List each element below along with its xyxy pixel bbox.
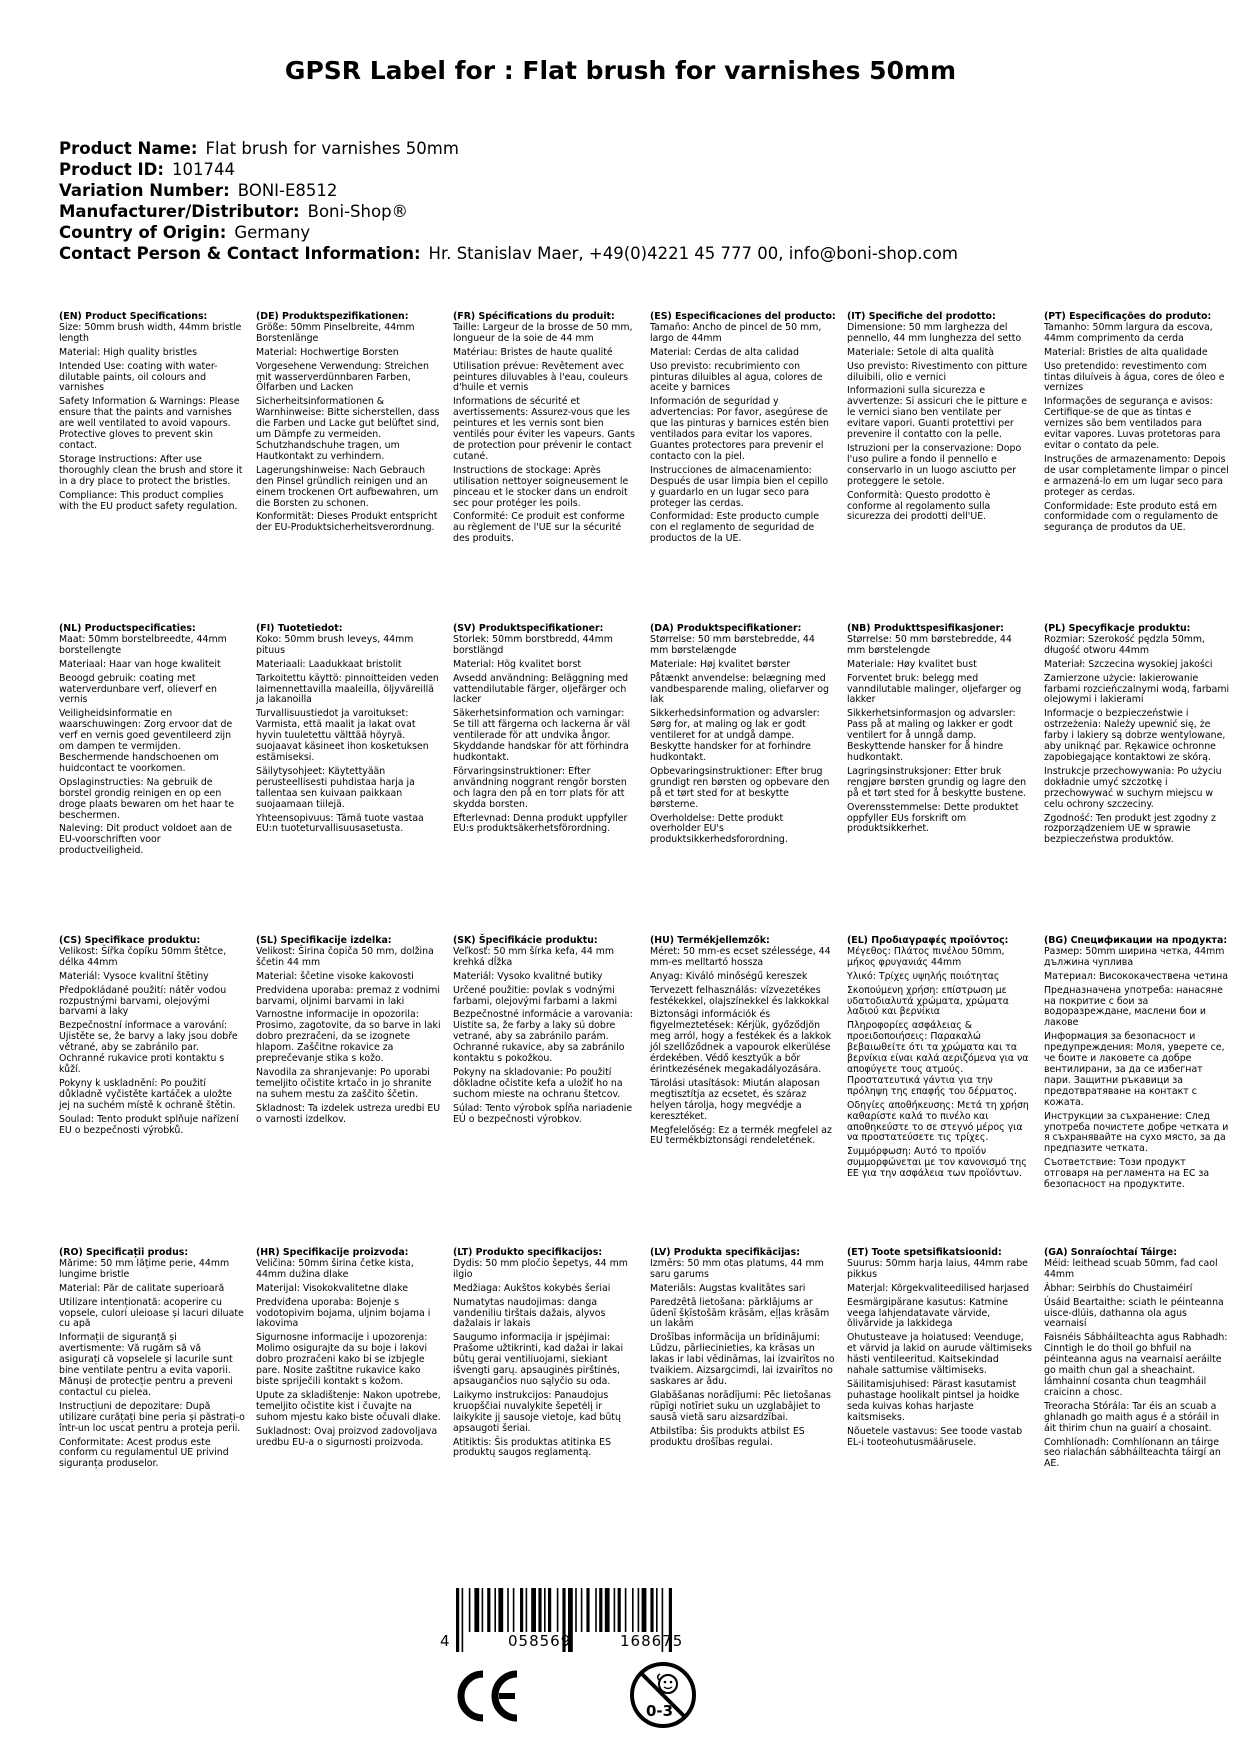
spec-paragraph: Treoracha Stórála: Tar éis an scuab a ghlanadh go maith agus é a stóráil in áit thirim chun na guairí a chosaint.: [1044, 1400, 1220, 1434]
spec-paragraph: Varnostne informacije in opozorila: Prosimo, zagotovite, da so barve in laki dobro prezračeni, da se izognete hlapom. Zaščitne rokavice za preprečevanje stika s kožo.: [256, 1009, 441, 1065]
info-row: [59, 243, 958, 264]
barcode-bar: [581, 1588, 583, 1632]
spec-paragraph: Taille: Largeur de la brosse de 50 mm, longueur de la soie de 44 mm: [453, 321, 633, 344]
spec-paragraph: Suurus: 50mm harja laius, 44mm rabe pikkus: [847, 1257, 1028, 1280]
barcode-bar: [456, 1588, 459, 1652]
barcode-bar: [605, 1588, 610, 1632]
barcode-bar: [618, 1588, 621, 1632]
info-row: [59, 222, 958, 243]
spec-paragraph: Μέγεθος: Πλάτος πινέλου 50mm, μήκος φρυγανιάς 44mm: [847, 945, 1005, 968]
spec-paragraph: Anyag: Kiváló minőségű kereszek: [650, 970, 808, 982]
spec-paragraph: Navodila za shranjevanje: Po uporabi temeljito očistite krtačo in jo shranite na suhem mestu za zaščito ščetin.: [256, 1066, 432, 1100]
barcode-bar: [575, 1588, 577, 1632]
spec-heading: (SL) Specifikacije izdelka:: [256, 935, 392, 946]
spec-block: [256, 312, 442, 537]
barcode-bar: [614, 1588, 616, 1632]
spec-paragraph: Opbevaringsinstruktioner: Efter brug grundigt ren børsten og opbevare den på et tørt sted for at beskytte børsterne.: [650, 765, 830, 810]
spec-heading: (NL) Productspecificaties:: [59, 623, 196, 634]
spec-block: [1044, 624, 1230, 849]
spec-paragraph: Velikost: Širina čopiča 50 mm, dolžina ščetin 44 mm: [256, 945, 434, 968]
spec-paragraph: Uso pretendido: revestimento com tintas diluíveis à água, cores de óleo e vernizes: [1044, 360, 1225, 394]
spec-paragraph: Velikost: Šířka čopíku 50mm štětce, délka 44mm: [59, 945, 227, 968]
spec-paragraph: Efterlevnad: Denna produkt uppfyller EU:s produktsäkerhetsförordning.: [453, 812, 628, 835]
spec-paragraph: Faisnéis Sábháilteachta agus Rabhadh: Cinntigh le do thoil go bhfuil na péinteanna agus na vearnaisí aeráilte go maith chun gal a sheachaint. lámhainní cosanta chun teagmháil craicinn a chosc.: [1044, 1332, 1228, 1398]
spec-paragraph: Saugumo informacija ir įspėjimai: Prašome užtikrinti, kad dažai ir lakai būtų gerai ventiliuojami, siekiant išvengti garų. apsauginės pirštinės, apsaugančios nuo sąlyčio su oda.: [453, 1332, 624, 1387]
spec-paragraph: Ohutusteave ja hoiatused: Veenduge, et värvid ja lakid on aurude vältimiseks hästi ventileeritud. Kaitsekindad nahale sattumise vältimiseks.: [847, 1332, 1033, 1377]
spec-paragraph: Storage Instructions: After use thoroughly clean the brush and store it in a dry place to protect the bristles.: [59, 453, 243, 487]
spec-heading: (GA) Sonraíochtaí Táirge:: [1044, 1247, 1177, 1258]
spec-block: [847, 936, 1033, 1183]
barcode-bar: [548, 1588, 551, 1632]
spec-paragraph: Tarkoitettu käyttö: pinnoitteiden veden laimennettavilla maaleilla, öljyväreillä ja lakanoilla: [256, 672, 439, 706]
spec-block: [453, 312, 639, 548]
spec-paragraph: Säkerhetsinformation och varningar: Se till att färgerna och lackerna är väl ventilerade för att undvika ångor. Skyddande handskar för att förhindra hudkontakt.: [453, 708, 631, 763]
spec-paragraph: Materiaal: Haar van hoge kwaliteit: [59, 658, 221, 670]
spec-paragraph: Förvaringsinstruktioner: Efter användning noggrant rengör borsten och lagra den på en torr plats för att skydda borsten.: [453, 765, 627, 810]
spec-heading: (CS) Specifikace produktu:: [59, 935, 201, 946]
spec-paragraph: Mărime: 50 mm lățime perie, 44mm lungime bristle: [59, 1257, 230, 1280]
svg-text:0-3: 0-3: [646, 1702, 674, 1720]
barcode-bar: [544, 1588, 546, 1632]
spec-paragraph: Instrucțiuni de depozitare: După utilizare curățați bine peria și păstrați-o într-un loc uscat pentru a proteja perii.: [59, 1400, 245, 1434]
spec-paragraph: Instrucciones de almacenamiento: Después de usar limpia bien el cepillo y guardarlo en un lugar seco para proteger las cerdas.: [650, 464, 829, 509]
spec-paragraph: Utilisation prévue: Revêtement avec peintures diluvables à l'eau, couleurs d'huile et vernis: [453, 360, 628, 394]
spec-paragraph: Úsáid Beartaithe: sciath le péinteanna uisce-dlúis, dathanna ola agus vearnaisí: [1044, 1296, 1224, 1330]
spec-paragraph: Instrukcje przechowywania: Po użyciu dokładnie umyć szczotkę i przechowywać w suchym miejscu w celu ochrony szczeciny.: [1044, 765, 1222, 810]
spec-paragraph: Súlad: Tento výrobok spĺňa nariadenie EÚ o bezpečnosti výrobkov.: [453, 1102, 633, 1125]
barcode-bar: [513, 1588, 515, 1632]
info-label: Contact Person & Contact Information:: [59, 244, 421, 263]
spec-paragraph: Påtænkt anvendelse: belægning med vandbesparende maling, oliefarver og lak: [650, 672, 829, 706]
barcode-bar: [482, 1588, 484, 1632]
spec-paragraph: Materiale: Høy kvalitet bust: [847, 658, 977, 670]
spec-paragraph: Koko: 50mm brush leveys, 44mm pituus: [256, 633, 414, 656]
spec-paragraph: Größe: 50mm Pinselbreite, 44mm Borstenlänge: [256, 321, 415, 344]
spec-paragraph: Numatytas naudojimas: danga vandeniliu tirštais dažais, alyvos dažalais ir lakais: [453, 1296, 606, 1330]
spec-paragraph: Instructions de stockage: Après utilisation nettoyer soigneusement le pinceau et le stocker dans un endroit sec pour protéger les poils.: [453, 464, 629, 509]
spec-paragraph: Veiligheidsinformatie en waarschuwingen: Zorg ervoor dat de verf en vernis goed geventileerd zijn om dampen te vermijden. Beschermende handschoenen om huidcontact te voorkomen.: [59, 708, 233, 774]
spec-paragraph: Informações de segurança e avisos: Certifique-se de que as tintas e vernizes são bem ventilados para evitar vapores. Luvas protetoras para evitar o contato da pele.: [1044, 396, 1221, 451]
spec-paragraph: Overholdelse: Dette produkt overholder EU's produktsikkerhedsforordning.: [650, 812, 788, 846]
spec-heading: (DA) Produktspecifikationer:: [650, 623, 802, 634]
spec-heading: (RO) Specificații produs:: [59, 1247, 189, 1258]
spec-paragraph: Safety Information & Warnings: Please ensure that the paints and varnishes are well ventilated to avoid vapours. Protective gloves to prevent skin contact.: [59, 396, 240, 451]
info-row: [59, 180, 958, 201]
barcode-bar: [531, 1588, 536, 1632]
spec-paragraph: Materiale: Setole di alta qualità: [847, 346, 995, 358]
info-value: Germany: [234, 223, 311, 242]
info-value: Hr. Stanislav Maer, +49(0)4221 45 777 00, info@boni-shop.com: [428, 244, 958, 263]
spec-paragraph: Οδηγίες αποθήκευσης: Μετά τη χρήση καθαρίστε καλά το πινέλο και αποθηκεύστε το σε στεγνό μέρος για να προστατεύσετε τις τρίχες.: [847, 1099, 1029, 1144]
spec-heading: (DE) Produktspezifikationen:: [256, 311, 409, 322]
barcode-bar: [487, 1588, 490, 1632]
spec-paragraph: Инструкции за съхранение: След употреба почистете добре четката и я съхранявайте на сухо място, за да предпазите четката.: [1044, 1110, 1229, 1155]
info-row: [59, 159, 958, 180]
spec-block: [1044, 312, 1230, 537]
spec-paragraph: Medžiaga: Aukštos kokybės šeriai: [453, 1282, 611, 1294]
spec-paragraph: Pokyny k uskladnění: Po použití důkladně vyčistěte kartáček a uložte jej na suchém místě k ochraně štětin.: [59, 1077, 236, 1111]
spec-heading: (ET) Toote spetsifikatsioonid:: [847, 1247, 1002, 1258]
info-value: BONI-E8512: [237, 181, 338, 200]
spec-block: [1044, 1248, 1230, 1473]
spec-paragraph: Sicherheitsinformationen & Warnhinweise: Bitte sicherstellen, dass die Farben und Lacke gut belüftet sind, um Dämpfe zu vermeiden. Schutzhandschuhe tragen, um Hautkontakt zu verhindern.: [256, 396, 440, 462]
spec-paragraph: Informazioni sulla sicurezza e avvertenze: Si assicuri che le pitture e le vernici siano ben ventilate per evitare vapori. Guanti protettivi per prevenire il contatto con la pelle.: [847, 385, 1028, 441]
spec-paragraph: Materiál: Vysoce kvalitní štětiny: [59, 970, 209, 982]
spec-paragraph: Materijal: Visokokvalitetne dlake: [256, 1282, 408, 1294]
barcode-bar: [625, 1588, 627, 1632]
spec-paragraph: Информация за безопасност и предупреждения: Моля, уверете се, че боите и лаковете са добре вентилирани, за да се избегнат пари. Защитни ръкавици за предотвратяване на контакт с кожата.: [1044, 1031, 1225, 1108]
spec-block: [59, 1248, 245, 1473]
spec-heading: (HR) Specifikacije proizvoda:: [256, 1247, 409, 1258]
spec-paragraph: Upute za skladištenje: Nakon upotrebe, temeljito očistite kist i čuvajte na suhom mjestu kako biste očuvali dlake.: [256, 1389, 441, 1423]
spec-paragraph: Intended Use: coating with water-dilutable paints, oil colours and varnishes: [59, 360, 218, 394]
spec-heading: (ES) Especificaciones del producto:: [650, 311, 836, 322]
barcode-digit-left: 4: [440, 1632, 450, 1650]
spec-paragraph: Bezpečnostní informace a varování: Ujistěte se, že barvy a laky jsou dobře větrané, aby se zabránilo par. Ochranné rukavice proti kontaktu s kůží.: [59, 1020, 238, 1075]
spec-paragraph: Méret: 50 mm-es ecset szélessége, 44 mm-es melltartó hossza: [650, 945, 831, 968]
barcode: [448, 1588, 738, 1660]
spec-heading: (NB) Produkttspesifikasjoner:: [847, 623, 1004, 634]
spec-paragraph: Laikymo instrukcijos: Panaudojus kruopščiai nuvalykite šepetėlį ir laikykite jį sausoje vietoje, kad būtų apsaugoti šeriai.: [453, 1389, 621, 1434]
spec-paragraph: Určené použitie: povlak s vodnými farbami, olejovými farbami a lakmi: [453, 984, 618, 1007]
spec-paragraph: Material: High quality bristles: [59, 346, 198, 358]
info-row: [59, 201, 958, 222]
spec-paragraph: Material: Bristles de alta qualidade: [1044, 346, 1208, 358]
info-label: Product ID:: [59, 160, 164, 179]
spec-heading: (FR) Spécifications du produit:: [453, 311, 615, 322]
spec-paragraph: Säilitamisjuhised: Pärast kasutamist puhastage hoolikalt pintsel ja hoidke seda kuivas kohas harjaste kaitsmiseks.: [847, 1378, 1020, 1423]
spec-paragraph: Materiaali: Laadukkaat bristolit: [256, 658, 402, 670]
barcode-bar: [586, 1588, 589, 1632]
spec-paragraph: Materiał: Szczecina wysokiej jakości: [1044, 658, 1213, 670]
spec-paragraph: Предназначена употреба: нанасяне на покритие с бои за водоразреждане, маслени бои и лакове: [1044, 984, 1223, 1029]
info-label: Product Name:: [59, 139, 198, 158]
spec-block: [1044, 936, 1230, 1194]
barcode-bar: [498, 1588, 503, 1632]
spec-paragraph: Størrelse: 50 mm børstebredde, 44 mm børstelængde: [650, 633, 815, 656]
spec-block: [453, 624, 639, 838]
spec-paragraph: Πληροφορίες ασφάλειας & προειδοποιήσεις: Παρακαλώ βεβαιωθείτε ότι τα χρώματα και τα βερνίκια είναι καλά αεριζόμενα για να αποφύγετε τους ατμούς. Προστατευτικά γάντια για την πρόληψη της επαφής του δέρματος.: [847, 1020, 1029, 1097]
spec-paragraph: Vorgesehene Verwendung: Streichen mit wasserverdünnbaren Farben, Ölfarben und Lacken: [256, 360, 429, 394]
barcode-bar: [650, 1588, 653, 1632]
barcode-digits-group2: 168675: [620, 1632, 684, 1650]
spec-block: [256, 1248, 442, 1451]
spec-block: [453, 1248, 639, 1462]
spec-paragraph: Naleving: Dit product voldoet aan de EU-voorschriften voor productveiligheid.: [59, 823, 232, 857]
spec-block: [59, 936, 245, 1139]
spec-paragraph: Předpokládané použití: nátěr vodou rozpustnými barvami, olejovými barvami a laky: [59, 984, 227, 1018]
spec-paragraph: Sikkerhetsinformasjon og advarsler: Pass på at maling og lakker er godt ventilert for å unngå damp. Beskyttende hansker for å hindre hudkontakt.: [847, 708, 1016, 763]
spec-paragraph: Conformità: Questo prodotto è conforme al regolamento sulla sicurezza dei prodotti dell'UE.: [847, 489, 991, 523]
spec-paragraph: Tárolási utasítások: Miután alaposan megtisztítja az ecsetet, és száraz helyen tárolja, hogy megvédje a keresztéket.: [650, 1077, 820, 1122]
spec-paragraph: Σκοπούμενη χρήση: επίστρωση με υδατοδιαλυτά χρώματα, χρώματα λαδιού και βερνίκια: [847, 984, 1009, 1018]
spec-paragraph: Dimensione: 50 mm larghezza del pennello, 44 mm lunghezza del setto: [847, 321, 1022, 344]
spec-paragraph: Tamanho: 50mm largura da escova, 44mm comprimento da cerda: [1044, 321, 1213, 344]
spec-paragraph: Informations de sécurité et avertissements: Assurez-vous que les peintures et les vernis sont bien ventilés pour éviter les vapeurs. Gants de protection pour prévenir le contact cutané.: [453, 396, 635, 462]
spec-block: [256, 936, 442, 1129]
spec-paragraph: Material: Hochwertige Borsten: [256, 346, 399, 358]
barcode-bar: [656, 1588, 658, 1632]
page-title: GPSR Label for : Flat brush for varnishes 50mm: [284, 56, 957, 85]
spec-paragraph: Comhlíonadh: Comhlíonann an táirge seo rialachán sábháilteachta táirgí an AE.: [1044, 1436, 1221, 1470]
spec-paragraph: Nõuetele vastavus: See toode vastab EL-i tooteohutusmäärusele.: [847, 1425, 1023, 1448]
spec-paragraph: Lagringsinstruksjoner: Etter bruk rengjøre børsten grundig og lagre den på et tørt sted for å beskytte bustene.: [847, 765, 1027, 799]
barcode-digits-group1: 058569: [508, 1632, 572, 1650]
spec-paragraph: Compliance: This product complies with the EU product safety regulation.: [59, 489, 238, 512]
barcode-bar: [538, 1588, 541, 1632]
spec-heading: (BG) Спецификации на продукта:: [1044, 935, 1228, 946]
spec-paragraph: Size: 50mm brush width, 44mm bristle length: [59, 321, 242, 344]
spec-paragraph: Συμμόρφωση: Αυτό το προϊόν συμμορφώνεται με τον κανονισμό της ΕΕ για την ασφάλεια των προϊόντων.: [847, 1146, 1027, 1180]
spec-paragraph: Avsedd användning: Beläggning med vattendilutable färger, oljefärger och lacker: [453, 672, 629, 706]
spec-paragraph: Säilytysohjeet: Käytettyään perusteellisesti puhdistaa harja ja tallentaa sen kuivaan paikkaan suojaamaan tiilejä.: [256, 765, 415, 810]
barcode-bar: [474, 1588, 479, 1632]
spec-heading: (LV) Produkta specifikācijas:: [650, 1247, 800, 1258]
spec-paragraph: Utilizare intenționată: acoperire cu vopsele, culori uleioase și lacuri diluate cu apă: [59, 1296, 244, 1330]
spec-heading: (LT) Produkto specifikacijos:: [453, 1247, 603, 1258]
spec-paragraph: Conformitate: Acest produs este conform cu regulamentul UE privind siguranța produselor.: [59, 1436, 229, 1470]
spec-paragraph: Atbilstība: Šis produkts atbilst ES produktu drošības regulai.: [650, 1425, 805, 1448]
spec-paragraph: Veličina: 50mm širina četke kista, 44mm dužina dlake: [256, 1257, 414, 1280]
spec-paragraph: Instruções de armazenamento: Depois de usar completamente limpar o pincel e armazená-lo em um lugar seco para proteger as cerdas.: [1044, 453, 1229, 498]
barcode-bar: [557, 1588, 559, 1632]
spec-paragraph: Dydis: 50 mm pločio šepetys, 44 mm ilgio: [453, 1257, 628, 1280]
spec-paragraph: Materiál: Vysoko kvalitné butiky: [453, 970, 603, 982]
spec-heading: (EL) Προδιαγραφές προϊόντος:: [847, 935, 1009, 946]
spec-heading: (FI) Tuotetiedot:: [256, 623, 343, 634]
spec-heading: (EN) Product Specifications:: [59, 311, 208, 322]
spec-paragraph: Eesmärgipärane kasutus: Katmine veega lahjendatavate värvide, õlivärvide ja lakkidega: [847, 1296, 1009, 1330]
spec-paragraph: Yhteensopivuus: Tämä tuote vastaa EU:n tuoteturvallisuusasetusta.: [256, 812, 424, 835]
ce-mark-icon: [455, 1668, 523, 1724]
spec-paragraph: Izmērs: 50 mm otas platums, 44 mm saru garums: [650, 1257, 824, 1280]
spec-paragraph: Conformidade: Este produto está em conformidade com o regulamento de segurança de produtos da UE.: [1044, 500, 1219, 534]
spec-paragraph: Materiale: Høj kvalitet børster: [650, 658, 791, 670]
spec-block: [650, 936, 836, 1150]
spec-block: [847, 312, 1033, 526]
spec-paragraph: Conformidad: Este producto cumple con el reglamento de seguridad de productos de la UE.: [650, 511, 820, 545]
spec-paragraph: Material: Hög kvalitet borst: [453, 658, 582, 670]
spec-paragraph: Materjal: Kõrgekvaliteedilised harjased: [847, 1282, 1030, 1294]
spec-paragraph: Sigurnosne informacije i upozorenja: Molimo osigurajte da su boje i lakovi dobro prozračeni kako bi se izbjegle pare. Nosite zaštitne rukavice kako biste spriječili kontakt s kožom.: [256, 1332, 428, 1387]
info-label: Variation Number:: [59, 181, 230, 200]
spec-paragraph: Съответствие: Този продукт отговаря на регламента на ЕС за безопасност на продуктите.: [1044, 1157, 1210, 1191]
spec-paragraph: Méid: leithead scuab 50mm, fad caol 44mm: [1044, 1257, 1218, 1280]
spec-paragraph: Biztonsági információk és figyelmeztetések: Kérjük, győződjön meg arról, hogy a festékek és a lakkok jól szellőződnek a vapourok elkerülése érdekében. Védő kesztyűk a bőr érintkezésének megakadályozására.: [650, 1009, 832, 1075]
spec-block: [59, 624, 245, 860]
spec-block: [847, 624, 1033, 838]
spec-paragraph: Predviđena uporaba: Bojenje s vodotopivim bojama, uljnim bojama i lakovima: [256, 1296, 431, 1330]
spec-paragraph: Maat: 50mm borstelbreedte, 44mm borstellengte: [59, 633, 227, 656]
spec-block: [650, 624, 836, 849]
barcode-bar: [638, 1588, 640, 1632]
barcode-bar: [595, 1588, 597, 1632]
spec-paragraph: Uso previsto: recubrimiento con pinturas diluibles al agua, colores de aceite y barnices: [650, 360, 823, 394]
spec-paragraph: Información de seguridad y advertencias: Por favor, asegúrese de que las pinturas y barnices estén bien ventilados para evitar los vapores. Guantes protectores para prevenir el contacto con la piel.: [650, 396, 829, 462]
spec-paragraph: Turvallisuustiedot ja varoitukset: Varmista, että maalit ja lakat ovat hyvin tuuletettu välttää höyryä. suojaavat käsineet ihon kosketuksen estämiseksi.: [256, 708, 429, 763]
spec-paragraph: Materiāls: Augstas kvalitātes sari: [650, 1282, 806, 1294]
spec-paragraph: Predvidena uporaba: premaz z vodnimi barvami, oljnimi barvami in laki: [256, 984, 441, 1007]
spec-paragraph: Sukladnost: Ovaj proizvod zadovoljava uredbu EU-a o sigurnosti proizvoda.: [256, 1425, 438, 1448]
spec-paragraph: Veľkosť: 50 mm šírka kefa, 44 mm krehká dĺžka: [453, 945, 615, 968]
spec-paragraph: Konformität: Dieses Produkt entspricht der EU-Produktsicherheitsverordnung.: [256, 511, 438, 534]
spec-paragraph: Zgodność: Ten produkt jest zgodny z rozporządzeniem UE w sprawie bezpieczeństwa produktów.: [1044, 812, 1216, 846]
spec-heading: (PT) Especificações do produto:: [1044, 311, 1212, 322]
spec-paragraph: Forventet bruk: belegg med vanndilutable malinger, oljefarger og lakker: [847, 672, 1022, 706]
spec-heading: (SV) Produktspecifikationer:: [453, 623, 604, 634]
spec-block: [256, 624, 442, 838]
spec-paragraph: Материал: Висококачествена четина: [1044, 970, 1229, 982]
spec-paragraph: Material: Păr de calitate superioară: [59, 1282, 225, 1294]
spec-block: [650, 1248, 836, 1451]
spec-paragraph: Zamierzone użycie: lakierowanie farbami rozcieńczalnymi wodą, farbami olejowymi i lakierami: [1044, 672, 1230, 706]
product-info: [59, 138, 958, 264]
spec-paragraph: Ábhar: Seirbhís do Chustaiméirí: [1044, 1282, 1193, 1294]
spec-paragraph: Skladnost: Ta izdelek ustreza uredbi EU o varnosti izdelkov.: [256, 1102, 441, 1125]
spec-paragraph: Material: Cerdas de alta calidad: [650, 346, 799, 358]
spec-paragraph: Informații de siguranță și avertismente: Vă rugăm să vă asigurați că vopselele și lacurile sunt bine ventilate pentru a evita vaporii. Mănuși de protecție pentru a preveni contactul cu pielea.: [59, 1332, 233, 1398]
spec-paragraph: Tamaño: Ancho de pincel de 50 mm, largo de 44mm: [650, 321, 822, 344]
spec-paragraph: Opslaginstructies: Na gebruik de borstel grondig reinigen en op een droge plaats bewaren om het haar te beschermen.: [59, 776, 235, 821]
spec-paragraph: Material: ščetine visoke kakovosti: [256, 970, 414, 982]
spec-heading: (IT) Specifiche del prodotto:: [847, 311, 996, 322]
spec-paragraph: Lagerungshinweise: Nach Gebrauch den Pinsel gründlich reinigen und an einem trockenen Ort aufbewahren, um die Borsten zu schonen.: [256, 464, 439, 509]
barcode-bar: [469, 1588, 471, 1632]
spec-block: [453, 936, 639, 1129]
spec-paragraph: Beoogd gebruik: coating met waterverdunbare verf, olieverf en vernis: [59, 672, 217, 706]
spec-paragraph: Pokyny na skladovanie: Po použití dôkladne očistite kefa a uložiť ho na suchom mieste na ochranu štetcov.: [453, 1066, 623, 1100]
info-label: Country of Origin:: [59, 223, 227, 242]
info-value: 101744: [171, 160, 235, 179]
spec-paragraph: Sikkerhedsinformation og advarsler: Sørg for, at maling og lak er godt ventileret for at undgå dampe. Beskytte handsker for at forhindre hudkontakt.: [650, 708, 820, 763]
age-0-3-warning-icon: [628, 1660, 698, 1730]
spec-paragraph: Conformité: Ce produit est conforme au règlement de l'UE sur la sécurité des produits.: [453, 511, 625, 545]
spec-paragraph: Glabāšanas norādījumi: Pēc lietošanas rūpīgi notīriet suku un uzglabājiet to sausā vietā saru aizsardzībai.: [650, 1389, 831, 1423]
spec-paragraph: Tervezett felhasználás: vízvezetékes festékekkel, olajszínekkel és lakkokkal: [650, 984, 830, 1007]
spec-block: [650, 312, 836, 548]
spec-paragraph: Soulad: Tento produkt splňuje nařízení EU o bezpečnosti výrobků.: [59, 1113, 239, 1136]
spec-paragraph: Megfelelőség: Ez a termék megfelel az EU termékbiztonsági rendeletének.: [650, 1124, 832, 1147]
spec-heading: (HU) Termékjellemzők:: [650, 935, 770, 946]
barcode-bar: [599, 1588, 602, 1632]
barcode-bar: [520, 1588, 523, 1632]
spec-paragraph: Uso previsto: Rivestimento con pitture diluibili, olio e vernici: [847, 360, 1028, 383]
info-value: Flat brush for varnishes 50mm: [205, 139, 459, 158]
barcode-bar: [526, 1588, 528, 1632]
spec-heading: (PL) Specyfikacje produktu:: [1044, 623, 1191, 634]
spec-paragraph: Υλικό: Τρίχες υψηλής ποιότητας: [847, 970, 1000, 982]
barcode-bar: [642, 1588, 647, 1632]
spec-block: [847, 1248, 1033, 1451]
spec-paragraph: Drošības informācija un brīdinājumi: Lūdzu, pārliecinieties, ka krāsas un lakas ir labi vēdināmas, lai izvairītos no tvaikiem. Aizsargcimdi, lai izvairītos no saskares ar ādu.: [650, 1332, 835, 1387]
info-value: Boni-Shop®: [307, 202, 409, 221]
spec-heading: (SK) Špecifikácie produktu:: [453, 935, 598, 946]
spec-paragraph: Istruzioni per la conservazione: Dopo l'uso pulire a fondo il pennello e conservarlo in un luogo asciutto per proteggere le setole.: [847, 442, 1022, 487]
spec-paragraph: Paredzētā lietošana: pārklājums ar ūdenī šķīstošām krāsām, eļļas krāsām un lakām: [650, 1296, 830, 1330]
spec-paragraph: Informacje o bezpieczeństwie i ostrzeżenia: Należy upewnić się, że farby i lakiery są dobrze wentylowane, aby uniknąć par. Rękawice ochronne zapobiegające kontaktowi ze skórą.: [1044, 708, 1226, 763]
spec-paragraph: Størrelse: 50 mm børstebredde, 44 mm børstelengde: [847, 633, 1012, 656]
barcode-bar: [494, 1588, 496, 1632]
spec-paragraph: Bezpečnostné informácie a varovania: Uistite sa, že farby a laky sú dobre vetrané, aby sa zabránilo parám. Ochranné rukavice, aby sa zabránilo kontaktu s pokožkou.: [453, 1009, 633, 1065]
info-label: Manufacturer/Distributor:: [59, 202, 300, 221]
barcode-bar: [462, 1588, 464, 1652]
info-row: [59, 138, 958, 159]
spec-block: [59, 312, 245, 515]
barcode-bar: [632, 1588, 634, 1632]
spec-paragraph: Matériau: Bristes de haute qualité: [453, 346, 613, 358]
spec-paragraph: Размер: 50mm ширина четка, 44mm дължина чуплива: [1044, 945, 1225, 968]
spec-paragraph: Rozmiar: Szerokość pędzla 50mm, długość otworu 44mm: [1044, 633, 1206, 656]
spec-paragraph: Storlek: 50mm borstbredd, 44mm borstlängd: [453, 633, 613, 656]
barcode-bar: [507, 1588, 509, 1632]
spec-paragraph: Overensstemmelse: Dette produktet oppfyller EUs forskrift om produktsikkerhet.: [847, 801, 1019, 835]
spec-paragraph: Atitiktis: Šis produktas atitinka ES produktų saugos reglamentą.: [453, 1436, 612, 1459]
